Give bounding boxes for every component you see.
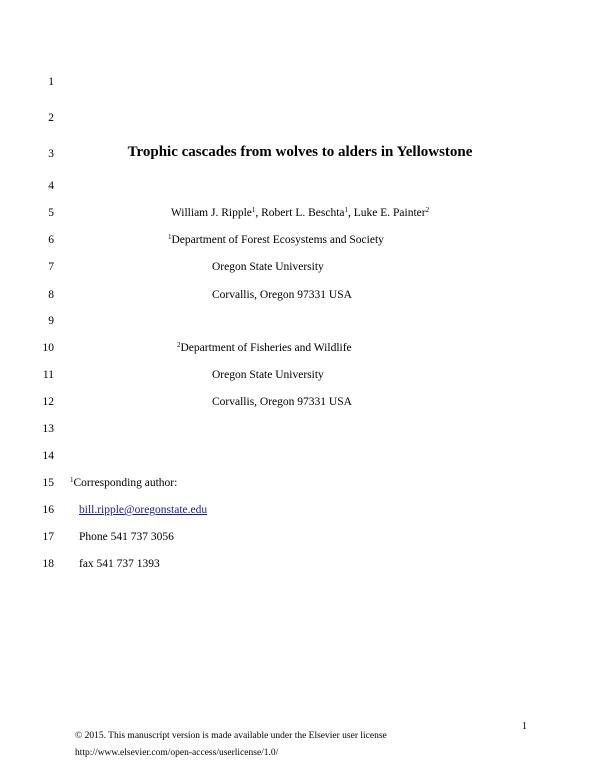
line-number: 3 (48, 148, 54, 160)
line-number: 12 (42, 396, 54, 408)
author-painter-affiliation: 2 (425, 206, 430, 214)
author-email-link[interactable]: bill.ripple@oregonstate.edu (79, 504, 208, 516)
affiliation-1-address: Corvallis, Oregon 97331 USA (212, 289, 352, 301)
paper-title: Trophic cascades from wolves to alders in Yellowstone (127, 144, 473, 160)
author-ripple-affiliation: 1 (251, 206, 256, 214)
affiliation-2-address: Corvallis, Oregon 97331 USA (212, 396, 352, 408)
phone-number: Phone 541 737 3056 (79, 531, 174, 543)
line-number: 16 (42, 504, 54, 516)
author-beschta-affiliation: 1 (344, 206, 348, 214)
line-number: 13 (42, 423, 54, 435)
author-beschta: , Robert L. Beschta (255, 207, 345, 219)
affiliation-2-university: Oregon State University (212, 369, 324, 381)
line-number: 14 (42, 450, 54, 462)
author-painter: , Luke E. Painter (348, 207, 426, 219)
footer-license: © 2015. This manuscript version is made available under the Elsevier user license (75, 731, 387, 741)
corresponding-author-label: $^1$Corresponding author: (70, 476, 178, 489)
line-number: 15 (42, 477, 54, 489)
affiliation-2-department: $^2$Department of Fisheries and Wildlife (177, 341, 352, 354)
line-number: 5 (48, 207, 54, 219)
author-ripple: William J. Ripple (170, 207, 252, 219)
line-number: 10 (42, 342, 54, 354)
line-number: 2 (48, 112, 54, 124)
line-number: 8 (48, 289, 54, 301)
footer-license-url[interactable]: http://www.elsevier.com/open-access/userlicense/1.0/ (75, 748, 279, 758)
line-number: 1 (48, 76, 54, 88)
page-number: 1 (522, 721, 527, 732)
author-list (60, 205, 540, 221)
line-number: 9 (48, 315, 54, 327)
line-number: 7 (48, 261, 54, 273)
affiliation-1-university: Oregon State University (212, 261, 324, 273)
line-number: 17 (42, 531, 54, 543)
affiliation-1-department: $^1$Department of Forest Ecosystems and Society (168, 233, 384, 246)
line-number: 6 (48, 234, 54, 246)
line-number: 11 (42, 369, 54, 381)
line-number: 4 (48, 180, 54, 192)
line-number: 18 (42, 558, 54, 570)
fax-number: fax 541 737 1393 (79, 558, 160, 570)
